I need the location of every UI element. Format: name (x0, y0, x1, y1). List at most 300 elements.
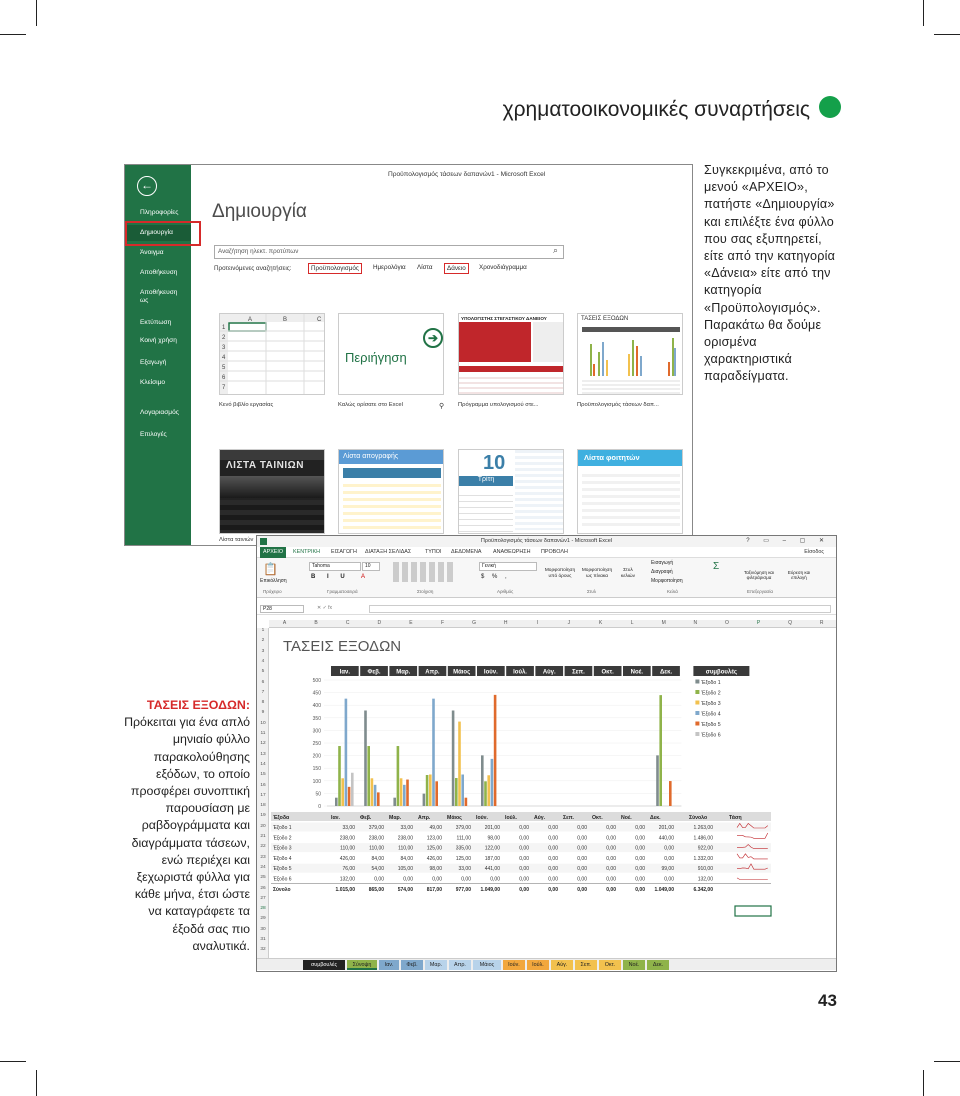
row-header[interactable]: 3 (261, 648, 265, 654)
row-header[interactable]: 15 (260, 772, 266, 778)
bar (341, 778, 344, 806)
table-header-cell: Νοέ. (621, 815, 632, 821)
bar (400, 778, 403, 806)
table-cell[interactable]: 0,00 (548, 845, 558, 852)
mortgage-red-block (459, 322, 531, 362)
row-header[interactable]: 16 (260, 782, 266, 788)
inventory-col-header (343, 468, 441, 478)
template-label: Προϋπολογισμός τάσεων δαπ... (577, 402, 659, 408)
total-cell[interactable]: 6.342,00 (693, 886, 713, 893)
tab-home[interactable]: ΚΕΝΤΡΙΚΗ (293, 549, 320, 555)
row-header[interactable]: 18 (260, 803, 266, 809)
suggest-schedule[interactable]: Χρονοδιάγραμμα (479, 264, 527, 271)
tab-data[interactable]: ΔΕΔΟΜΕΝΑ (451, 549, 482, 555)
crop-mark (0, 34, 26, 35)
row-header[interactable]: 10 (260, 720, 266, 726)
table-cell[interactable]: 426,00 (426, 855, 442, 862)
number-format-buttons[interactable]: $ % , (481, 574, 510, 580)
table-cell[interactable]: 201,00 (658, 825, 674, 831)
window-controls-icon[interactable]: ? ▭ – ▢ ✕ (746, 538, 830, 544)
row-header[interactable]: 1 (261, 628, 265, 633)
template-welcome[interactable] (338, 313, 444, 395)
tab-review[interactable]: ΑΝΑΘΕΩΡΗΣΗ (493, 549, 531, 555)
template-calendar[interactable] (458, 449, 564, 534)
page-number: 43 (818, 991, 837, 1010)
bar (484, 781, 487, 806)
row-header[interactable]: 17 (260, 792, 266, 798)
row-header[interactable]: 8 (261, 700, 265, 706)
row-headers (257, 628, 269, 958)
table-cell[interactable]: 440,00 (658, 835, 674, 842)
table-cell[interactable]: 0,00 (606, 845, 616, 852)
backstage-screenshot (124, 164, 693, 546)
group-alignment: Στοίχιση (417, 589, 434, 594)
table-cell[interactable]: 0,00 (548, 825, 558, 831)
table-cell[interactable]: 0,00 (519, 835, 529, 842)
table-cell[interactable]: 49,00 (429, 825, 442, 831)
signin-link[interactable]: Είσοδος (804, 549, 824, 555)
table-cell[interactable]: 1.263,00 (693, 825, 713, 831)
row-header[interactable]: 12 (260, 741, 266, 747)
trend-sparkline (737, 878, 768, 880)
table-cell[interactable]: 922,00 (697, 845, 713, 852)
table-cell[interactable]: 0,00 (519, 845, 529, 852)
row-header[interactable]: 9 (261, 710, 265, 716)
total-cell[interactable]: 0,00 (548, 886, 558, 893)
svg-text:5: 5 (222, 365, 226, 371)
table-cell[interactable]: 125,00 (455, 855, 471, 862)
bar (374, 785, 377, 806)
legend-swatch (695, 680, 699, 684)
total-cell[interactable]: 865,00 (368, 886, 384, 893)
table-cell[interactable]: 105,00 (397, 866, 413, 873)
total-cell[interactable]: 0,00 (577, 886, 587, 893)
column-header[interactable]: Q (788, 620, 793, 626)
table-cell[interactable]: 0,00 (548, 876, 558, 883)
sheet-tab[interactable]: Δεκ. (647, 960, 669, 970)
side-paragraph: Συγκεκριμένα, από το μενού «ΑΡΧΕΙΟ», πατήστε «Δημιουργία» και επιλέξτε ένα φύλλο που σας εξυπηρετεί, είτε από την κατηγορία «Δάνεια» είτε από την κατηγορία «Προϋπολογισμός». Παρακάτω θα δούμε ορισμένα χαρακτηριστικά παραδείγματα. (704, 163, 836, 384)
table-cell[interactable]: 0,00 (577, 835, 587, 842)
sheet-tab[interactable]: Απρ. (449, 960, 471, 970)
total-cell[interactable]: 1.049,00 (480, 886, 500, 893)
pin-icon[interactable]: ⚲ (439, 403, 445, 410)
table-cell[interactable]: 910,00 (697, 866, 713, 873)
table-cell[interactable]: 0,00 (548, 866, 558, 873)
y-tick-label: 200 (312, 753, 321, 760)
table-cell[interactable]: 76,00 (342, 866, 355, 873)
total-cell[interactable]: Σύνολο (273, 886, 291, 893)
bar (656, 755, 659, 806)
table-cell[interactable]: Έξοδο 4 (273, 855, 292, 862)
month-header-label: Νοέ. (630, 669, 644, 676)
table-cell[interactable]: 426,00 (339, 855, 355, 862)
table-cell[interactable]: 0,00 (664, 855, 674, 862)
row-header[interactable]: 19 (260, 813, 266, 819)
table-header-cell: Φεβ. (360, 815, 372, 821)
tab-file[interactable]: ΑΡΧΕΙΟ (260, 547, 286, 558)
row-header[interactable]: 20 (260, 823, 266, 829)
template-inventory[interactable] (338, 449, 444, 534)
row-header[interactable]: 13 (260, 751, 266, 757)
paste-button[interactable]: Επικόλληση (260, 578, 287, 584)
bar (669, 781, 672, 806)
column-header[interactable]: F (440, 620, 445, 626)
arrow-right-icon: ➔ (423, 328, 443, 348)
table-cell[interactable]: 238,00 (339, 835, 355, 842)
table-cell[interactable]: 0,00 (577, 866, 587, 873)
total-cell[interactable]: 817,00 (426, 886, 442, 893)
template-student-list[interactable] (577, 449, 683, 534)
cell-styles-button[interactable]: Στυλ κελιών (620, 568, 636, 579)
row-header[interactable]: 7 (261, 689, 265, 695)
menu-item-print[interactable]: Εκτύπωση (140, 319, 172, 326)
column-header[interactable]: O (724, 620, 729, 626)
table-cell[interactable]: 0,00 (606, 835, 616, 842)
back-arrow-icon[interactable]: ← (137, 176, 157, 196)
table-cell[interactable]: 33,00 (342, 825, 355, 831)
sort-filter-button[interactable]: Ταξινόμηση και φιλτράρισμα (743, 570, 775, 580)
table-cell[interactable]: 0,00 (577, 855, 587, 862)
legend-item: Έξοδο 5 (701, 722, 721, 728)
table-cell[interactable]: Έξοδο 2 (273, 835, 292, 842)
table-cell[interactable]: 0,00 (635, 825, 645, 831)
number-format-select[interactable]: Γενική (479, 562, 537, 571)
table-header-cell: Ιαν. (331, 815, 340, 821)
calendar-grid (515, 450, 564, 530)
sheet-tab[interactable]: Αύγ. (551, 960, 573, 970)
row-header[interactable]: 2 (261, 638, 265, 644)
table-cell[interactable]: 1.332,00 (693, 855, 713, 862)
table-header-cell: Αύγ. (534, 815, 546, 821)
template-expense-trends[interactable] (577, 313, 683, 395)
template-movie-list[interactable] (219, 449, 325, 534)
bar (491, 759, 494, 806)
bar (455, 778, 458, 806)
legend-item: Έξοδο 4 (701, 711, 721, 718)
row-header[interactable]: 29 (260, 916, 266, 922)
row-header[interactable]: 32 (260, 947, 266, 953)
legend-item: Έξοδο 6 (701, 732, 721, 739)
table-cell[interactable]: 238,00 (368, 835, 384, 842)
table-cell[interactable]: 110,00 (369, 845, 384, 852)
row-header[interactable]: 5 (261, 669, 265, 675)
table-cell[interactable]: 0,00 (519, 855, 529, 862)
find-select-button[interactable]: Εύρεση και επιλογή (787, 570, 811, 580)
bar (406, 780, 409, 806)
bar (393, 798, 396, 806)
table-cell[interactable]: 110,00 (398, 845, 413, 852)
table-cell[interactable]: 0,00 (577, 825, 587, 831)
row-header[interactable]: 4 (261, 658, 265, 664)
column-header[interactable]: B (314, 620, 318, 626)
formula-bar (257, 603, 836, 615)
alignment-buttons[interactable] (393, 562, 453, 582)
bar (426, 775, 429, 806)
column-header[interactable]: K (598, 620, 603, 626)
month-header-label: Ιούν. (483, 669, 498, 676)
row-header[interactable]: 22 (260, 844, 266, 850)
legend-item: Έξοδο 3 (701, 701, 721, 707)
sheet-tab[interactable]: Σύνοψη (347, 960, 377, 970)
table-cell[interactable]: 0,00 (664, 845, 674, 852)
table-cell[interactable]: 84,00 (400, 855, 413, 862)
trend-sparkline (737, 833, 768, 838)
autosum-icon[interactable]: Σ (713, 561, 720, 572)
menu-item-share[interactable]: Κοινή χρήση (140, 337, 177, 344)
tab-view[interactable]: ΠΡΟΒΟΛΗ (541, 549, 568, 555)
y-tick-label: 500 (312, 678, 321, 684)
menu-item-save-as[interactable]: Αποθήκευση ως (140, 289, 178, 304)
table-header-cell: Τάση (729, 815, 742, 821)
format-as-table-button[interactable]: Μορφοποίηση ως πίνακα (581, 568, 613, 579)
row-header[interactable]: 11 (260, 731, 266, 736)
table-cell[interactable]: 132,00 (339, 876, 355, 883)
table-cell[interactable]: 99,00 (661, 866, 674, 873)
template-search-input[interactable]: Αναζήτηση ηλεκτ. προτύπων (214, 245, 564, 259)
search-icon[interactable]: ⌕ (553, 245, 559, 255)
sheet-tab[interactable]: συμβουλές (303, 960, 345, 970)
y-tick-label: 0 (318, 804, 321, 810)
menu-item-info[interactable]: Πληροφορίες (140, 209, 179, 216)
crop-mark (36, 0, 37, 26)
bar (345, 699, 348, 806)
tab-formulas[interactable]: ΤΥΠΟΙ (425, 549, 442, 555)
table-cell[interactable]: Έξοδο 1 (273, 825, 292, 831)
table-cell[interactable]: 0,00 (606, 876, 616, 883)
suggest-list[interactable]: Λίστα (417, 264, 433, 271)
bar (435, 781, 438, 806)
highlight-frame (125, 221, 201, 246)
tab-insert[interactable]: ΕΙΣΑΓΩΓΗ (331, 549, 357, 555)
table-cell[interactable]: 54,00 (371, 866, 384, 873)
bar (429, 775, 432, 807)
table-cell[interactable]: 0,00 (664, 876, 674, 883)
template-label: Πρόγραμμα υπολογισμού στε... (458, 402, 539, 408)
svg-text:6: 6 (222, 375, 226, 381)
column-header[interactable]: M (661, 620, 666, 626)
row-header[interactable]: 23 (260, 854, 266, 860)
total-cell[interactable]: 574,00 (397, 886, 413, 893)
table-cell[interactable]: 123,00 (426, 835, 442, 842)
crop-mark (923, 0, 924, 26)
suggest-calendars[interactable]: Ημερολόγια (373, 264, 406, 271)
sheet-tabs (257, 958, 836, 970)
table-cell[interactable]: 122,00 (484, 845, 500, 852)
bar (367, 746, 370, 806)
column-header[interactable]: H (503, 620, 508, 626)
sheet-tab[interactable]: Οκτ. (599, 960, 621, 970)
ribbon-tabs (257, 547, 836, 558)
table-cell[interactable]: 0,00 (519, 876, 529, 883)
template-mortgage[interactable] (458, 313, 564, 395)
sheet-tab[interactable]: Νοέ. (623, 960, 645, 970)
column-header[interactable]: I (536, 620, 538, 626)
sheet-tab[interactable]: Φεβ. (401, 960, 423, 970)
table-cell[interactable]: 379,00 (368, 825, 384, 831)
total-cell[interactable]: 0,00 (606, 886, 616, 893)
row-header[interactable]: 25 (260, 875, 266, 881)
column-header[interactable]: L (630, 620, 634, 626)
paste-icon[interactable]: 📋 (263, 562, 278, 576)
table-cell[interactable]: 0,00 (635, 845, 645, 852)
table-cell[interactable]: 125,00 (426, 845, 442, 852)
column-header[interactable]: C (345, 620, 350, 626)
row-header[interactable]: 24 (260, 864, 266, 870)
font-style-buttons[interactable]: B I U (311, 574, 350, 580)
table-cell[interactable]: 0,00 (606, 866, 616, 873)
table-cell[interactable]: 0,00 (548, 835, 558, 842)
row-header[interactable]: 14 (260, 761, 266, 767)
table-cell[interactable]: 111,00 (456, 835, 471, 842)
caption-title: ΤΑΣΕΙΣ ΕΞΟΔΩΝ: (146, 698, 250, 712)
menu-item-export[interactable]: Εξαγωγή (140, 359, 167, 366)
suggest-budget[interactable]: Προϋπολογισμός (308, 263, 362, 274)
template-inner-title: Λίστα απογραφής (343, 453, 399, 460)
table-cell[interactable]: 98,00 (487, 835, 500, 842)
column-header[interactable]: J (567, 620, 571, 626)
mini-chart (582, 334, 680, 376)
table-cell[interactable]: 0,00 (606, 825, 616, 831)
sheet-tab[interactable]: Ιαν. (379, 960, 399, 970)
table-cell[interactable]: 335,00 (455, 845, 471, 852)
svg-text:C: C (317, 317, 322, 323)
column-header[interactable]: R (819, 620, 824, 626)
insert-cells-button[interactable]: Εισαγωγή (651, 560, 674, 566)
menu-item-close[interactable]: Κλείσιμο (140, 379, 166, 386)
table-header-cell: Οκτ. (592, 815, 603, 821)
bar (458, 722, 461, 806)
table-cell[interactable]: 0,00 (577, 876, 587, 883)
row-header[interactable]: 26 (260, 885, 266, 891)
table-cell[interactable]: 0,00 (490, 876, 500, 883)
table-cell[interactable]: 33,00 (458, 866, 471, 873)
table-cell[interactable]: Έξοδο 3 (273, 845, 292, 852)
movie-banner (220, 476, 325, 498)
template-inner-title: ΛΙΣΤΑ ΤΑΙΝΙΩΝ (226, 460, 304, 471)
menu-item-account[interactable]: Λογαριασμός (140, 409, 179, 416)
table-cell[interactable]: 0,00 (374, 876, 384, 883)
tab-page-layout[interactable]: ΔΙΑΤΑΞΗ ΣΕΛΙΔΑΣ (365, 549, 412, 555)
group-font: Γραμματοσειρά (327, 589, 358, 594)
font-size-select[interactable]: 10 (362, 562, 380, 571)
crop-mark (0, 1061, 26, 1062)
row-header[interactable]: 6 (261, 679, 265, 685)
template-inner-title: 10 (483, 452, 506, 474)
row-header[interactable]: 30 (260, 926, 266, 932)
calendar-list (459, 490, 513, 534)
column-header[interactable]: N (693, 620, 698, 626)
table-cell[interactable]: 84,00 (371, 855, 384, 862)
row-header[interactable]: 27 (260, 895, 266, 901)
bar (335, 798, 338, 806)
total-cell[interactable]: 0,00 (635, 886, 645, 893)
selected-cell[interactable] (735, 906, 771, 916)
sheet-tab[interactable]: Σεπ. (575, 960, 597, 970)
column-header[interactable]: D (377, 620, 382, 626)
row-header[interactable]: 28 (260, 906, 266, 912)
table-cell[interactable]: 379,00 (455, 825, 471, 831)
sheet-tab[interactable]: Ιούλ. (527, 960, 549, 970)
legend-title: συμβουλές (705, 669, 738, 676)
total-cell[interactable]: 1.049,00 (654, 886, 674, 893)
total-cell[interactable]: 977,00 (455, 886, 471, 893)
row-header[interactable]: 31 (260, 937, 266, 942)
menu-item-save[interactable]: Αποθήκευση (140, 269, 178, 276)
column-header[interactable]: P (756, 620, 761, 626)
row-header[interactable]: 21 (260, 834, 266, 839)
suggested-label: Προτεινόμενες αναζητήσεις: (214, 265, 292, 272)
excel-logo-icon (260, 538, 267, 545)
table-cell[interactable]: 0,00 (548, 855, 558, 862)
y-tick-label: 350 (312, 715, 321, 722)
table-cell[interactable]: 0,00 (432, 876, 442, 883)
table-cell[interactable]: 0,00 (635, 855, 645, 862)
column-header[interactable]: A (282, 620, 287, 626)
menu-item-options[interactable]: Επιλογές (140, 431, 167, 438)
table-cell[interactable]: 0,00 (461, 876, 471, 883)
column-header[interactable]: E (409, 620, 413, 626)
table-cell[interactable]: 0,00 (577, 845, 587, 852)
bar (487, 775, 490, 806)
column-header[interactable]: G (472, 620, 477, 626)
legend-item: Έξοδο 1 (701, 680, 721, 686)
table-cell[interactable]: 0,00 (519, 866, 529, 873)
sheet-tab[interactable]: Μάιος (473, 960, 501, 970)
table-cell[interactable]: 0,00 (635, 876, 645, 883)
table-cell[interactable]: 33,00 (400, 825, 413, 831)
total-cell[interactable]: 1.015,00 (335, 886, 355, 893)
format-cells-button[interactable]: Μορφοποίηση (651, 578, 683, 584)
table-cell[interactable]: 0,00 (606, 855, 616, 862)
month-header-label: Δεκ. (659, 669, 673, 676)
total-cell[interactable]: 0,00 (519, 886, 529, 893)
table-cell[interactable]: 110,00 (340, 845, 355, 852)
table-cell[interactable]: Έξοδο 6 (273, 876, 292, 883)
sheet-tab[interactable]: Ιούν. (503, 960, 525, 970)
table-cell[interactable]: Έξοδο 5 (273, 866, 292, 873)
y-tick-label: 100 (312, 778, 321, 785)
conditional-format-button[interactable]: Μορφοποίηση υπό όρους (544, 568, 576, 579)
table-cell[interactable]: 0,00 (635, 835, 645, 842)
window-title: Προϋπολογισμός τάσεων δαπανών1 - Microsoft Excel (480, 538, 613, 544)
formula-input[interactable] (369, 605, 831, 613)
delete-cells-button[interactable]: Διαγραφή (651, 569, 673, 575)
table-cell[interactable]: 201,00 (484, 825, 500, 831)
table-cell[interactable]: 0,00 (519, 825, 529, 831)
font-name-select[interactable]: Tahoma (309, 562, 361, 571)
table-cell[interactable]: 238,00 (397, 835, 413, 842)
table-cell[interactable]: 132,00 (697, 876, 713, 883)
y-tick-label: 400 (312, 703, 321, 710)
menu-item-new[interactable]: Δημιουργία (125, 225, 191, 241)
font-color-icon[interactable]: A (361, 574, 366, 580)
template-label: Καλώς ορίσατε στο Excel (338, 402, 403, 408)
template-blank-workbook[interactable] (219, 313, 325, 395)
table-cell[interactable]: 0,00 (403, 876, 413, 883)
chapter-bullet-icon (819, 96, 841, 118)
table-cell[interactable]: 187,00 (484, 855, 500, 862)
name-box[interactable]: P28 (260, 605, 304, 613)
suggest-loan[interactable]: Δάνειο (444, 263, 469, 274)
legend-swatch (695, 701, 699, 705)
menu-item-open[interactable]: Άνοιγμα (140, 249, 164, 256)
table-cell[interactable]: 98,00 (429, 866, 442, 873)
table-cell[interactable]: 0,00 (635, 866, 645, 873)
bar (494, 695, 497, 806)
sheet-tab[interactable]: Μαρ. (425, 960, 447, 970)
table-cell[interactable]: 1.486,00 (693, 835, 713, 842)
table-cell[interactable]: 441,00 (484, 866, 500, 873)
